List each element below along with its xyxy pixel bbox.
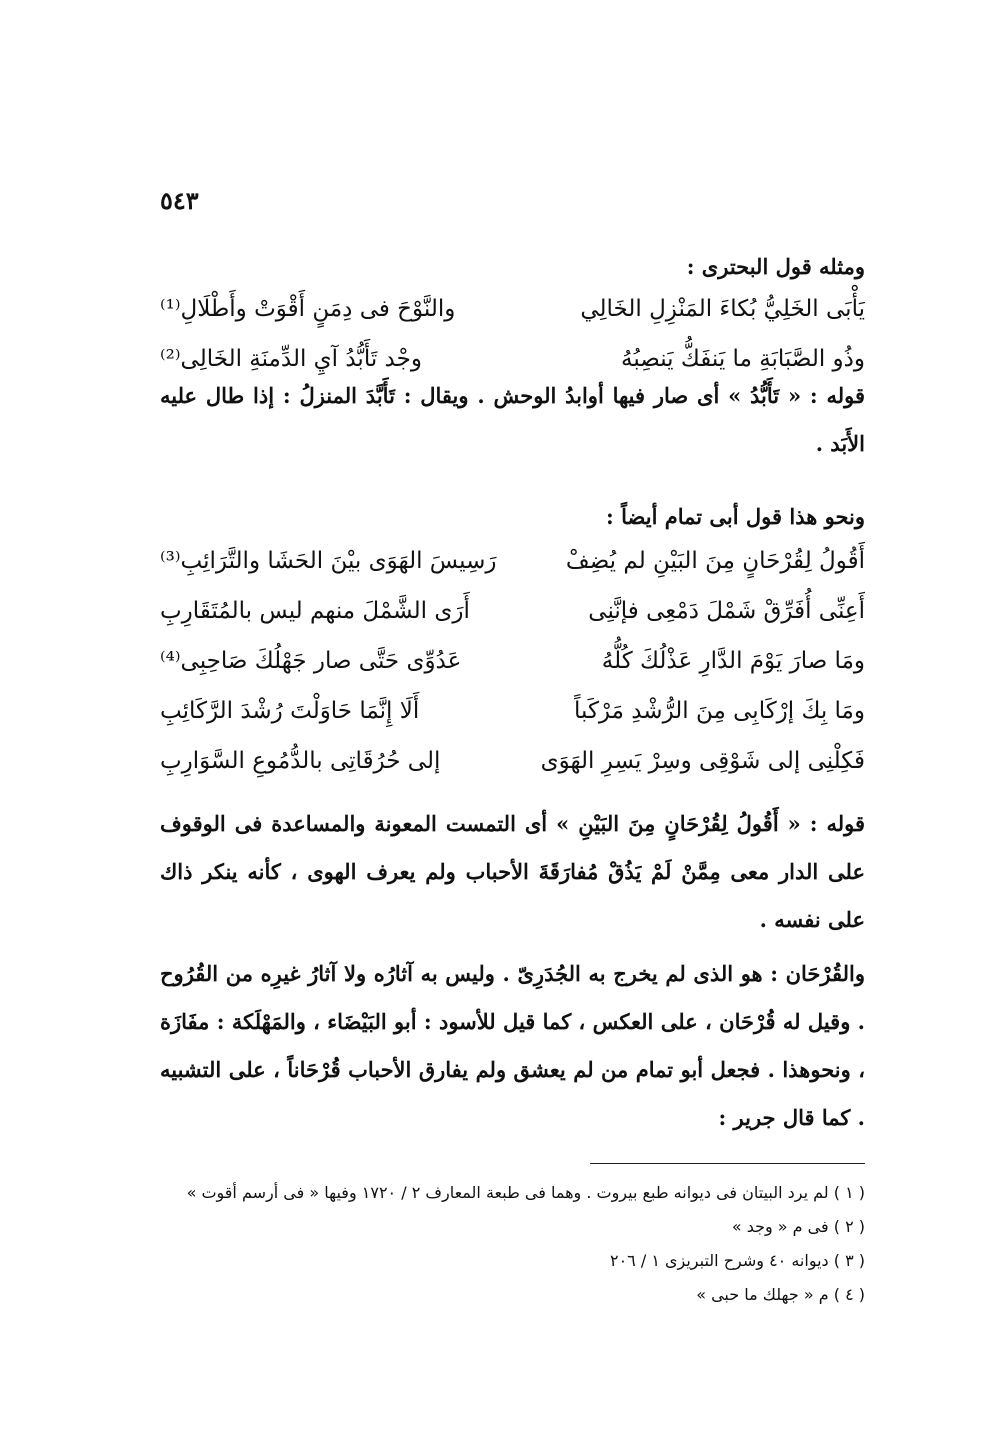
verse-second-hemistich: والنَّوْحَ فى دِمَنٍ أَقْوَتْ وأَطْلَالِ⁽¹⁾	[160, 296, 456, 322]
commentary-paragraph-1: قوله : « تَأَبُّدُ » أى صار فيها أوابدُ الوحش . ويقال : تَأَبَّدَ المنزلُ : إذا طال عليه الأَبَد .	[160, 383, 865, 456]
verse-first-hemistich: ومَا صارَ يَوْمَ الدَّارِ عَذْلُكَ كُلُّهُ	[601, 648, 865, 674]
verse-line	[160, 686, 865, 736]
verse-line	[160, 586, 865, 636]
footnotes	[160, 1176, 865, 1312]
verse-line	[160, 284, 865, 334]
footnote-1: ( ١ ) لم يرد البيتان فى ديوانه طبع بيروت . وهما فى طبعة المعارف ٢ / ١٧٢٠ وفيها « فى أرسم أقوت »	[186, 1183, 865, 1202]
footnote-3: ( ٣ ) ديوانه ٤٠ وشرح التبريزى ١ / ٢٠٦	[609, 1251, 865, 1270]
verse-second-hemistich: عَدُوِّى حَتَّى صار جَهْلُكَ صَاحِبِى⁽⁴⁾	[160, 648, 462, 674]
footnote-2: ( ٢ ) فى م « وجد »	[731, 1217, 865, 1236]
verse-first-hemistich: أَقُولُ لِقُرْحَانٍ مِنَ البَيْنِ لم يُضِفْ	[565, 548, 865, 574]
verse-first-hemistich: أَعِنِّى أُفَرِّقْ شَمْلَ دَمْعِى فإنَّنِى	[588, 598, 865, 624]
verse-first-hemistich: ومَا بِكَ إرْكَابِى مِنَ الرُّشْدِ مَرْكَباً	[574, 698, 865, 724]
footnote-divider	[590, 1163, 865, 1164]
intro-line-abu-tammam: ونحو هذا قول أبى تمام أيضاً :	[606, 504, 865, 529]
intro-line-buhturi: ومثله قول البحترى :	[686, 254, 865, 279]
commentary-paragraph-2: قوله : « أَقُولُ لِقُرْحَانٍ مِنَ البَيْنِ » أى التمست المعونة والمساعدة فى الوقوف على الدار معى مِمَّنْ لَمْ يَذُقْ مُفارَقَةَ الأحباب ولم يعرف الهوى ، كأنه ينكر ذاك على نفسه .	[160, 811, 865, 932]
verse-first-hemistich: فَكِلْنِى إلى شَوْقِى وسِرْ يَسِرِ الهَوَى	[540, 748, 865, 774]
commentary-paragraph-3: والقُرْحَان : هو الذى لم يخرج به الجُدَرِىّ . وليس به آثارُه ولا آثارُ غيرِه من القُرُوح . وقيل له قُرْحَان ، على العكس ، كما قيل للأسود : أبو البَيْضَاء ، والمَهْلَكة : مفَازَة ، ونحوهذا . فجعل أبو تمام من لم يعشق ولم يفارق الأحباب قُرْحَاناً ، على التشبيه . كما قال جرير :	[160, 961, 865, 1130]
verse-second-hemistich: أَلَا إِنَّمَا حَاوَلْتَ رُشْدَ الرَّكَائِبِ	[160, 698, 420, 724]
verse-second-hemistich: أَرَى الشَّمْلَ منهم ليس بالمُتَقَارِبِ	[160, 598, 470, 624]
verses-abu-tammam	[160, 536, 865, 786]
verse-first-hemistich: يَأْبَى الخَلِيُّ بُكاءَ المَنْزِلِ الخَالِي	[580, 296, 865, 322]
verse-second-hemistich: رَسِيسَ الهَوَى بيْنَ الحَشَا والتَّرَائِبِ⁽³⁾	[160, 548, 497, 574]
verse-line	[160, 736, 865, 786]
verses-buhturi	[160, 284, 865, 384]
verse-line	[160, 536, 865, 586]
verse-second-hemistich: وجْد تَأَبُّدُ آيِ الدِّمنَةِ الخَالِى⁽²⁾	[160, 346, 422, 372]
verse-first-hemistich: وذُو الصَّبَابَةِ ما يَنفَكُّ يَنصِبُهُ	[621, 346, 865, 372]
verse-second-hemistich: إلى حُرُقَاتِى بالدُّمُوعِ السَّوَارِبِ	[160, 748, 441, 774]
page-number: ٥٤٣	[160, 186, 199, 215]
verse-line	[160, 636, 865, 686]
footnote-4: ( ٤ ) م « جهلك ما حبى »	[696, 1285, 865, 1304]
